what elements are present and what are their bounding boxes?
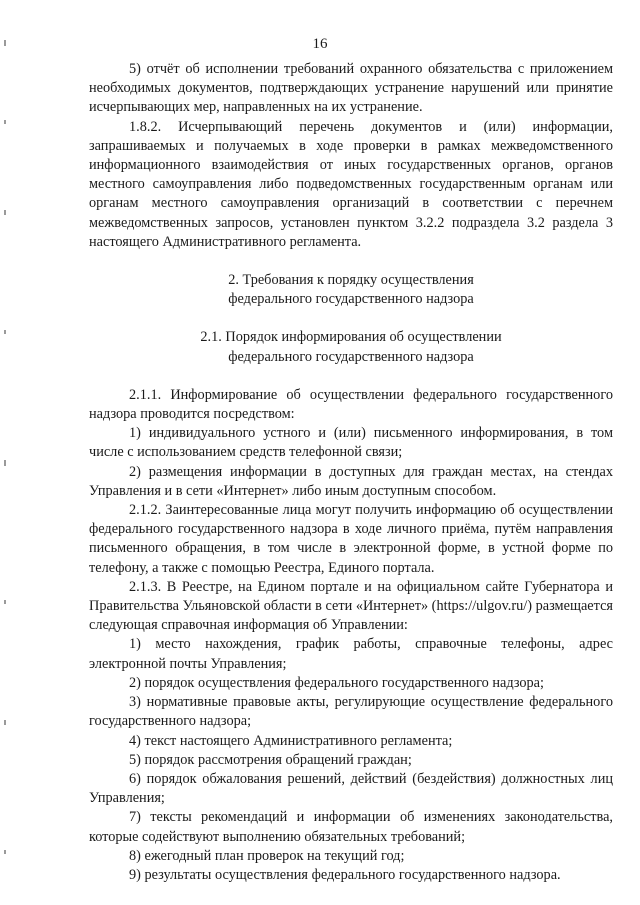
list-item: 9) результаты осуществления федерального государственного надзора. [129,866,561,883]
list-item: 7) тексты рекомендаций и информации об изменениях законодательства, которые содействуют выполнению обязательных требований; [89,809,613,845]
paragraph: 2.1.2. Заинтересованные лица могут получить информацию об осуществлении федерального государственного надзора в ходе личного приёма, путём направления письменного обращения, в том числе в электронной форме, в устной форме по телефону, а также с помощью Реестра, Единого портала. [89,502,613,576]
subsection-heading-line1: 2.1. Порядок информирования об осуществлении [200,329,502,346]
paragraph: 5) отчёт об исполнении требований охранного обязательства с приложением необходимых документов, подтверждающих устранение нарушений или принятие исчерпывающих мер, направленных на их устранение. [89,61,613,116]
section-heading-line1: 2. Требования к порядку осуществления [228,272,474,289]
paragraph: 2.1.3. В Реестре, на Едином портале и на официальном сайте Губернатора и Правительства Ульяновской области в сети «Интернет» (https://ulgov.ru/) размещается следующая справочная информация об Управлении: [89,578,613,634]
paragraph: 2.1.1. Информирование об осуществлении федерального государственного надзора проводится посредством: [89,386,613,423]
document-body [89,60,613,885]
list-item: 2) размещения информации в доступных для граждан местах, на стендах Управления и в сети «Интернет» либо иным доступным способом. [89,463,613,499]
list-item: 4) текст настоящего Административного регламента; [129,732,453,749]
list-item: 8) ежегодный план проверок на текущий год; [129,847,405,864]
list-item: 1) индивидуального устного и (или) письменного информирования, в том числе с использованием средств телефонной связи; [89,425,613,461]
paragraph: 1.8.2. Исчерпывающий перечень документов и (или) информации, запрашиваемых и получаемых в ходе проверки в рамках межведомственного информационного взаимодействия от иных государственных органов, органов местного самоуправления либо подведомственных государственным органам или органам местного самоуправления организаций в соответствии с перечнем межведомственных запросов, установлен пунктом 3.2.2 подраздела 3.2 раздела 3 настоящего Административного регламента. [89,118,613,250]
scan-edge-marks [4,0,10,905]
list-item: 3) нормативные правовые акты, регулирующие осуществление федерального государственного надзора; [89,694,613,730]
subsection-heading-line2: федерального государственного надзора [228,348,474,365]
list-item: 2) порядок осуществления федерального государственного надзора; [129,674,545,691]
section-heading-line2: федерального государственного надзора [228,291,474,308]
page-number: 16 [312,36,328,52]
list-item: 6) порядок обжалования решений, действий (бездействия) должностных лиц Управления; [89,770,613,807]
list-item: 5) порядок рассмотрения обращений граждан; [129,751,412,768]
list-item: 1) место нахождения, график работы, справочные телефоны, адрес электронной почты Управления; [89,636,613,672]
